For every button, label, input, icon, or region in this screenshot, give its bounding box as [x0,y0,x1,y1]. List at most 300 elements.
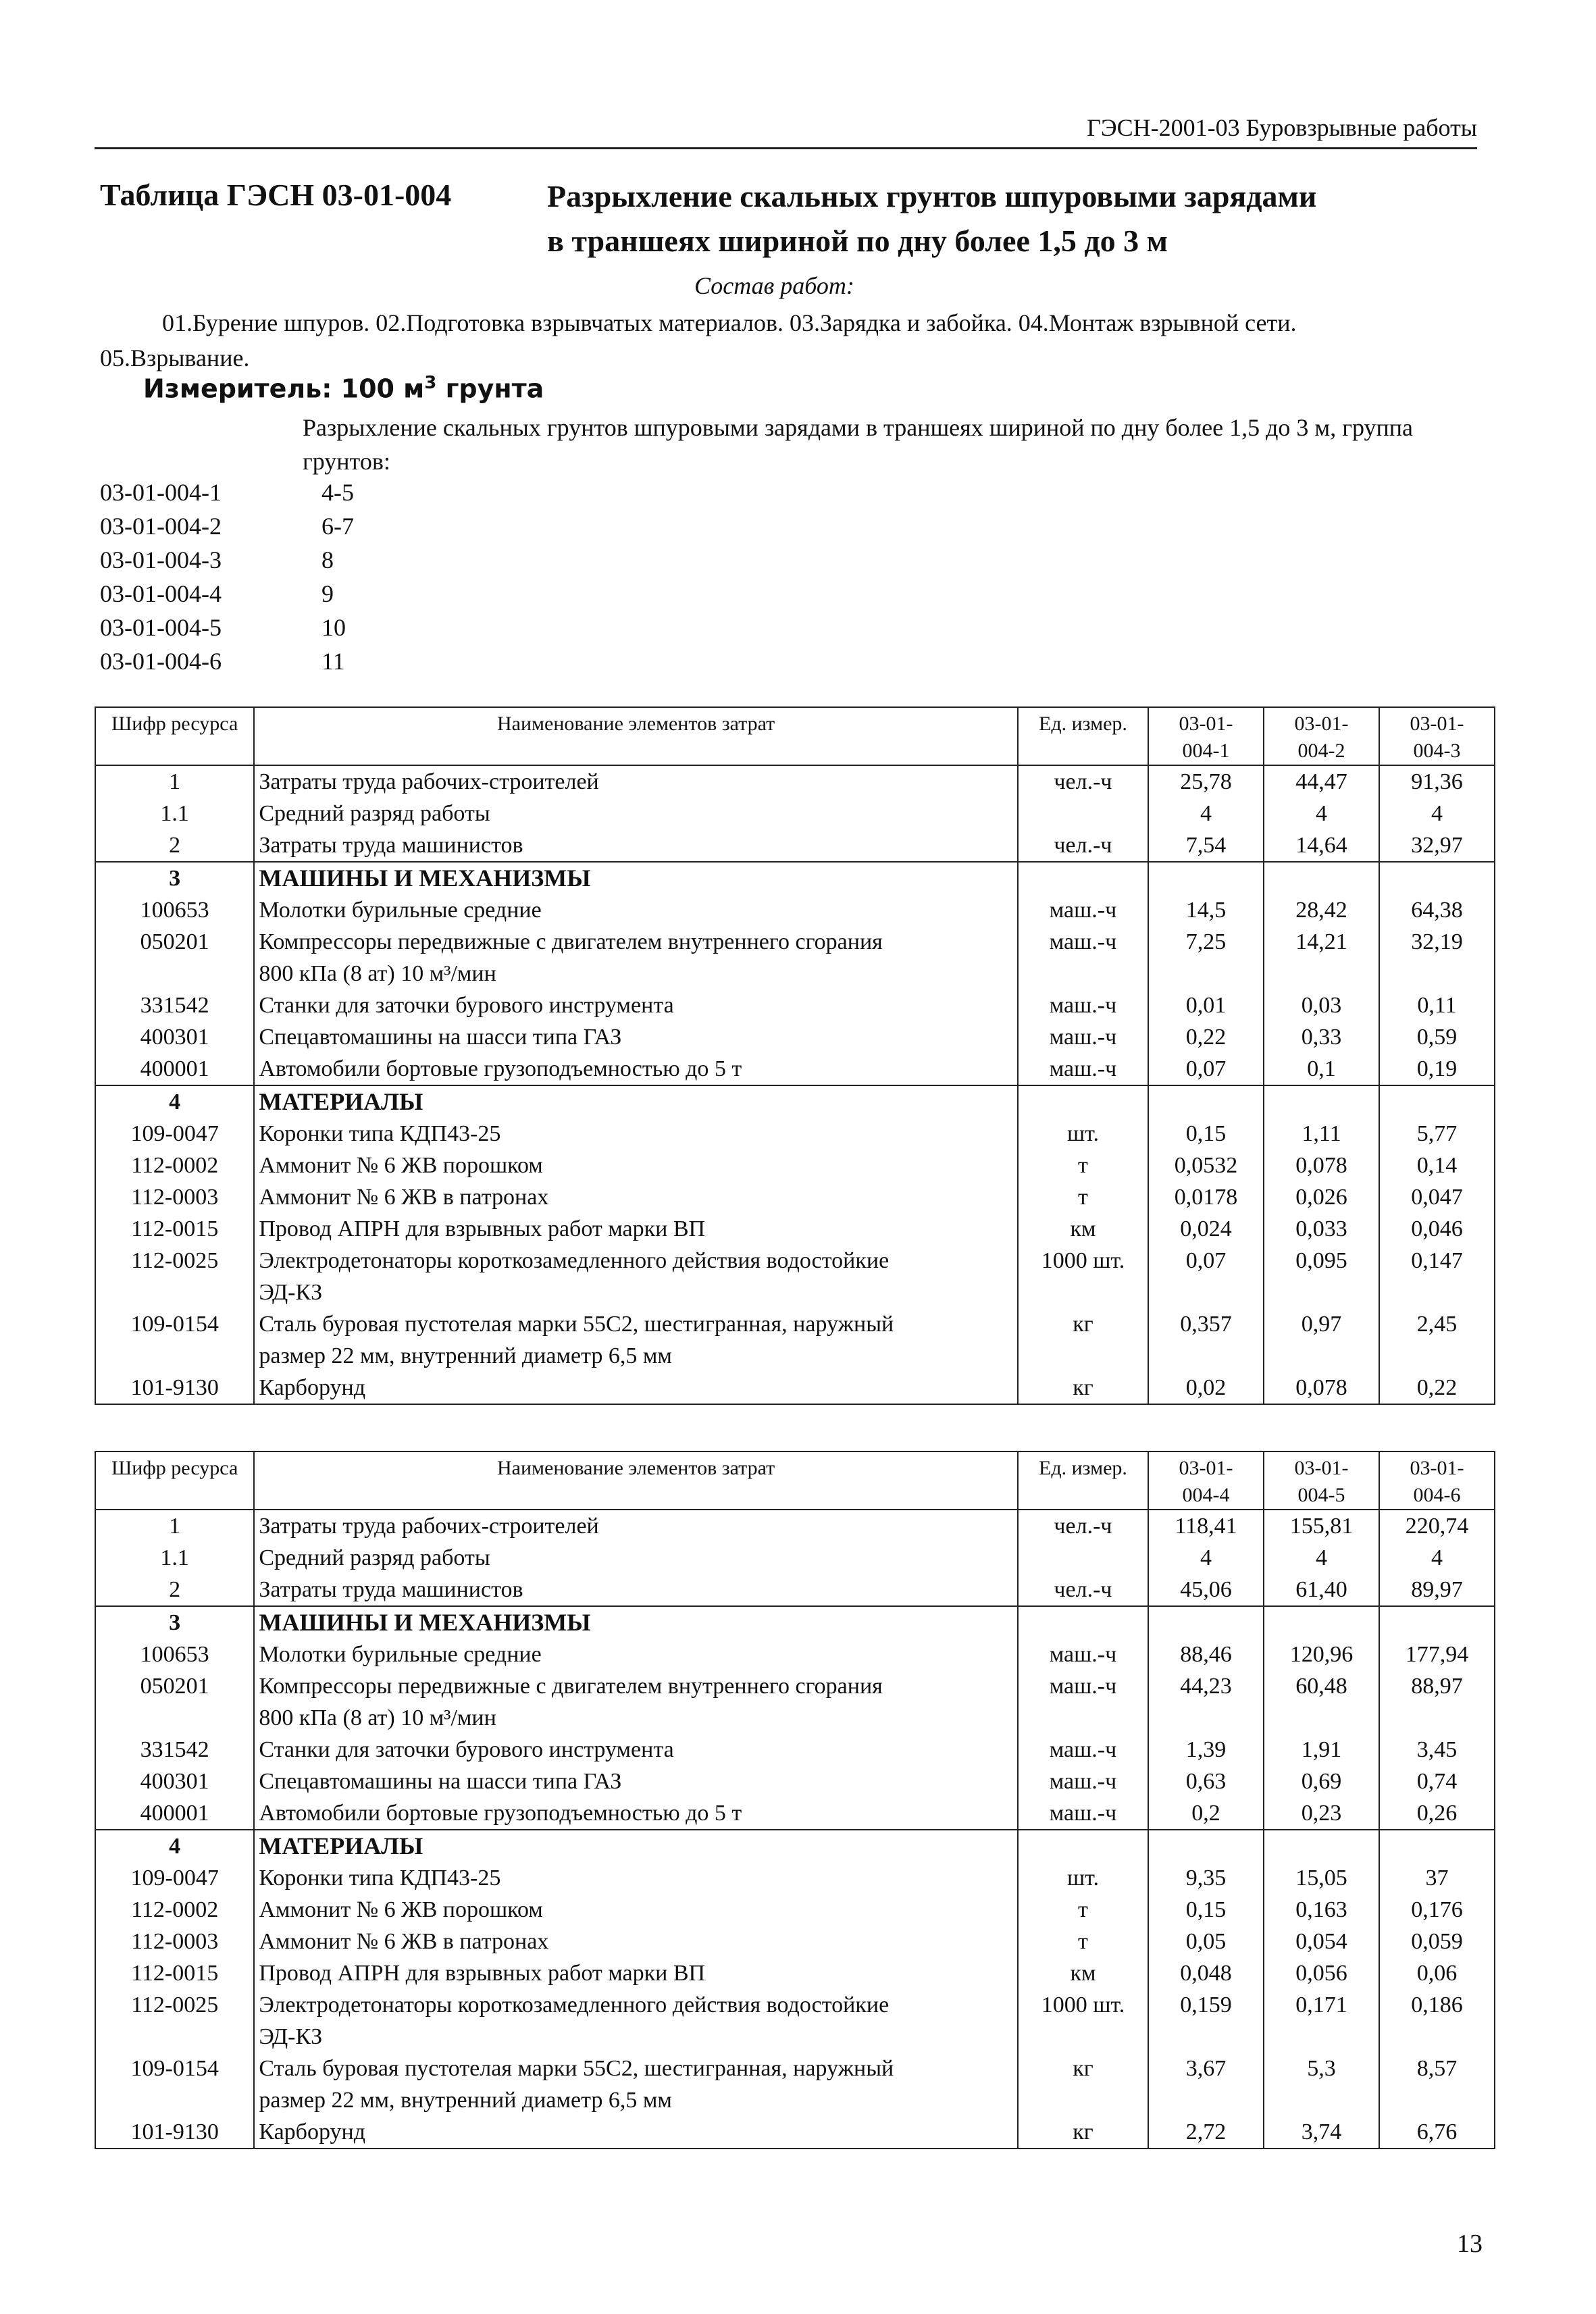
resource-unit: км [1018,1957,1148,1989]
resource-unit: 1000 шт. [1018,1989,1148,2053]
norm-value: 14,5 [1148,894,1264,926]
norm-value: 89,97 [1379,1574,1495,1606]
norm-value: 5,3 [1264,2053,1379,2116]
norm-code: 03-01-004-2 [100,513,222,540]
table-title [547,174,1445,263]
resource-code: 112-0015 [95,1957,254,1989]
resource-name-line: Аммонит № 6 ЖВ порошком [259,1897,543,1922]
resource-code: 109-0047 [95,1118,254,1150]
composition-line-2: 05.Взрывание. [100,344,250,371]
norm-value: 0,056 [1264,1957,1379,1989]
norm-value: 28,42 [1264,894,1379,926]
resource-name [254,765,1018,798]
resource-code: 400301 [95,1766,254,1797]
norm-value: 4 [1148,798,1264,829]
soil-group: 4-5 [321,479,354,506]
table-row [95,1957,1495,1989]
table-row [95,829,1495,862]
resource-unit: т [1018,1926,1148,1957]
norm-value: 155,81 [1264,1510,1379,1542]
table-row [95,926,1495,989]
norm-value [1264,1085,1379,1118]
resource-unit: км [1018,1213,1148,1245]
resource-name-line: Компрессоры передвижные с двигателем внутреннего сгорания [259,929,883,954]
resource-name-line: Автомобили бортовые грузоподъемностью до 5 т [259,1056,742,1081]
resource-unit: т [1018,1894,1148,1926]
norm-value: 4 [1148,1542,1264,1574]
table-row [95,1797,1495,1830]
norm-value: 4 [1379,1542,1495,1574]
header-norm-column: 03-01- 004-5 [1264,1451,1379,1510]
resource-name-line: МАТЕРИАЛЫ [259,1832,423,1859]
resource-name [254,2116,1018,2149]
norm-value: 0,147 [1379,1245,1495,1308]
resource-code: 112-0002 [95,1150,254,1181]
norm-value: 0,2 [1148,1797,1264,1830]
norm-value: 0,171 [1264,1989,1379,2053]
norm-code: 03-01-004-1 [100,479,222,506]
code-list-item [100,611,354,644]
resource-name-line: Электродетонаторы короткозамедленного действия водостойкие [259,1248,890,1273]
norm-value: 2,45 [1379,1308,1495,1372]
norm-value: 0,06 [1379,1957,1495,1989]
resource-name-line: Коронки типа КДП43-25 [259,1866,501,1891]
norm-value: 64,38 [1379,894,1495,926]
norm-value: 37 [1379,1862,1495,1894]
resource-unit: маш.-ч [1018,1021,1148,1053]
norm-value: 0,024 [1148,1213,1264,1245]
norm-value: 0,33 [1264,1021,1379,1053]
table-row [95,1989,1495,2053]
norm-value: 4 [1264,798,1379,829]
resource-name-line: Карборунд [259,2119,366,2144]
norm-value: 25,78 [1148,765,1264,798]
meter-tail: грунта [436,374,544,404]
norm-value: 0,14 [1379,1150,1495,1181]
norm-value: 0,02 [1148,1372,1264,1404]
table-row [95,1085,1495,1118]
norm-value: 0,01 [1148,989,1264,1021]
norm-value: 3,45 [1379,1734,1495,1766]
norm-value: 5,77 [1379,1118,1495,1150]
norm-value: 88,46 [1148,1639,1264,1670]
resource-unit [1018,1606,1148,1639]
norm-value: 0,97 [1264,1308,1379,1372]
table-row [95,1862,1495,1894]
header-unit: Ед. измер. [1018,1451,1148,1510]
resource-name [254,1957,1018,1989]
norm-value: 3,67 [1148,2053,1264,2116]
resource-name-line: Средний разряд работы [259,801,490,826]
resource-code: 1.1 [95,798,254,829]
resource-name [254,798,1018,829]
norm-code: 03-01-004-3 [100,546,222,573]
resource-code: 400001 [95,1797,254,1830]
norm-value: 0,054 [1264,1926,1379,1957]
resource-name [254,2053,1018,2116]
resource-unit: маш.-ч [1018,1797,1148,1830]
resource-unit [1018,798,1148,829]
table-row [95,1245,1495,1308]
resource-name-line: Компрессоры передвижные с двигателем внутреннего сгорания [259,1674,883,1699]
table-row [95,1606,1495,1639]
soil-group: 9 [321,580,334,607]
resource-name [254,1213,1018,1245]
resource-name-line: Молотки бурильные средние [259,898,542,923]
soil-group: 6-7 [321,513,354,540]
table-row [95,2116,1495,2149]
resource-name [254,1085,1018,1118]
resource-name-line: Сталь буровая пустотелая марки 55С2, шестигранная, наружный [259,1312,894,1337]
table-row [95,1181,1495,1213]
resource-name [254,1118,1018,1150]
header-code: Шифр ресурса [95,707,254,765]
resource-name-line: Станки для заточки бурового инструмента [259,1737,674,1762]
table-row [95,2053,1495,2116]
resource-name-line: Автомобили бортовые грузоподъемностью до 5 т [259,1801,742,1826]
norm-value: 0,357 [1148,1308,1264,1372]
resource-name-line: Затраты труда рабочих-строителей [259,769,599,794]
resource-code: 112-0003 [95,1926,254,1957]
running-head: ГЭСН-2001-03 Буровзрывные работы [1087,114,1477,141]
norm-value: 1,11 [1264,1118,1379,1150]
resource-code: 3 [95,862,254,894]
norm-value: 0,186 [1379,1989,1495,2053]
resource-code: 109-0154 [95,2053,254,2116]
norm-value: 0,078 [1264,1372,1379,1404]
resource-unit [1018,862,1148,894]
resource-unit: маш.-ч [1018,1639,1148,1670]
resource-name-line: Затраты труда машинистов [259,833,523,858]
table-label: Таблица ГЭСН 03-01-004 [100,178,452,212]
table-row [95,798,1495,829]
resource-name-line: Провод АПРН для взрывных работ марки ВП [259,1961,706,1986]
norm-value: 0,59 [1379,1021,1495,1053]
table-row [95,1118,1495,1150]
header-unit: Ед. измер. [1018,707,1148,765]
norm-value: 0,19 [1379,1053,1495,1085]
table-header-row [95,1451,1495,1510]
resource-unit: чел.-ч [1018,765,1148,798]
table-row [95,894,1495,926]
norm-value: 0,176 [1379,1894,1495,1926]
table-row [95,1053,1495,1085]
resource-name [254,1150,1018,1181]
resource-code: 109-0154 [95,1308,254,1372]
norm-value: 0,0532 [1148,1150,1264,1181]
resource-unit: кг [1018,1308,1148,1372]
norm-value: 0,03 [1264,989,1379,1021]
norm-value: 1,91 [1264,1734,1379,1766]
norm-value: 118,41 [1148,1510,1264,1542]
resource-name-line: Коронки типа КДП43-25 [259,1121,501,1146]
code-list-item [100,543,354,577]
table-row [95,1926,1495,1957]
resource-name [254,1308,1018,1372]
norm-value: 3,74 [1264,2116,1379,2149]
norm-value [1379,1085,1495,1118]
norm-value [1264,1830,1379,1862]
norm-value [1148,1085,1264,1118]
resource-unit: шт. [1018,1862,1148,1894]
resource-code: 112-0003 [95,1181,254,1213]
resource-name-line: 800 кПа (8 ат) 10 м³/мин [259,961,496,986]
resource-unit: маш.-ч [1018,1734,1148,1766]
norm-value: 0,048 [1148,1957,1264,1989]
norm-value: 0,0178 [1148,1181,1264,1213]
header-norm-column: 03-01- 004-1 [1148,707,1264,765]
norm-code: 03-01-004-4 [100,580,222,607]
resource-code: 050201 [95,926,254,989]
resource-name [254,894,1018,926]
code-list [100,475,354,678]
resource-code: 4 [95,1830,254,1862]
table-row [95,1308,1495,1372]
resource-code: 400301 [95,1021,254,1053]
norm-value: 14,21 [1264,926,1379,989]
norm-value: 0,15 [1148,1118,1264,1150]
resource-name [254,1372,1018,1404]
resource-name-line: Электродетонаторы короткозамедленного действия водостойкие [259,1992,890,2017]
resource-unit [1018,1830,1148,1862]
code-list-item [100,475,354,509]
resource-name [254,1574,1018,1606]
norm-value: 177,94 [1379,1639,1495,1670]
resource-code: 4 [95,1085,254,1118]
resource-unit: маш.-ч [1018,894,1148,926]
table-row [95,989,1495,1021]
resource-code: 1 [95,765,254,798]
header-norm-column: 03-01- 004-4 [1148,1451,1264,1510]
composition-text [100,305,1485,376]
meter [143,373,544,404]
norm-value: 0,05 [1148,1926,1264,1957]
resource-unit: чел.-ч [1018,829,1148,862]
norm-value: 8,57 [1379,2053,1495,2116]
resource-name-line: Провод АПРН для взрывных работ марки ВП [259,1216,706,1241]
norm-value: 60,48 [1264,1670,1379,1734]
norm-value: 91,36 [1379,765,1495,798]
norm-value: 0,23 [1264,1797,1379,1830]
resource-table-2 [95,1451,1495,2149]
soil-group: 11 [321,648,345,675]
header-norm-column: 03-01- 004-3 [1379,707,1495,765]
resource-name-line: размер 22 мм, внутренний диаметр 6,5 мм [259,2088,672,2113]
resource-code: 3 [95,1606,254,1639]
table-row [95,1574,1495,1606]
composition-heading: Состав работ: [694,272,854,299]
norm-value: 4 [1264,1542,1379,1574]
resource-name-line: Сталь буровая пустотелая марки 55С2, шестигранная, наружный [259,2056,894,2081]
resource-code: 331542 [95,989,254,1021]
resource-name [254,1734,1018,1766]
resource-name [254,926,1018,989]
resource-name-line: Затраты труда машинистов [259,1577,523,1602]
resource-code: 2 [95,1574,254,1606]
norm-value: 0,059 [1379,1926,1495,1957]
norm-value: 220,74 [1379,1510,1495,1542]
soil-group: 10 [321,614,346,641]
norm-value: 6,76 [1379,2116,1495,2149]
resource-unit: т [1018,1150,1148,1181]
resource-name [254,1797,1018,1830]
resource-code: 100653 [95,894,254,926]
meter-text: Измеритель: 100 м [143,374,425,404]
norm-code: 03-01-004-6 [100,648,222,675]
norm-value: 0,07 [1148,1245,1264,1308]
table-row [95,862,1495,894]
resource-code: 400001 [95,1053,254,1085]
norm-value [1379,862,1495,894]
resource-name [254,862,1018,894]
resource-name-line: Станки для заточки бурового инструмента [259,993,674,1018]
table-row [95,1542,1495,1574]
resource-unit: чел.-ч [1018,1510,1148,1542]
resource-name-line: ЭД-КЗ [259,2024,323,2049]
resource-name [254,1670,1018,1734]
table-row [95,1510,1495,1542]
resource-code: 112-0025 [95,1245,254,1308]
norm-value: 9,35 [1148,1862,1264,1894]
norm-value: 0,74 [1379,1766,1495,1797]
norm-value: 1,39 [1148,1734,1264,1766]
norm-code: 03-01-004-5 [100,614,222,641]
resource-unit: маш.-ч [1018,989,1148,1021]
norm-value [1264,1606,1379,1639]
resource-name [254,829,1018,862]
table-row [95,1670,1495,1734]
resource-name-line: Карборунд [259,1375,366,1400]
table-row [95,1021,1495,1053]
resource-code: 331542 [95,1734,254,1766]
resource-name [254,1053,1018,1085]
resource-code: 112-0002 [95,1894,254,1926]
resource-name-line: МАТЕРИАЛЫ [259,1088,423,1115]
norm-value: 120,96 [1264,1639,1379,1670]
resource-name-line: Средний разряд работы [259,1545,490,1570]
resource-name-line: ЭД-КЗ [259,1280,323,1305]
norm-value: 0,163 [1264,1894,1379,1926]
norm-value: 0,22 [1148,1021,1264,1053]
resource-name-line: Аммонит № 6 ЖВ в патронах [259,1929,549,1954]
norm-value: 0,046 [1379,1213,1495,1245]
resource-code: 109-0047 [95,1862,254,1894]
resource-name [254,1639,1018,1670]
norm-value: 0,095 [1264,1245,1379,1308]
norm-value: 7,25 [1148,926,1264,989]
norm-value: 0,63 [1148,1766,1264,1797]
norm-value: 7,54 [1148,829,1264,862]
header-norm-column: 03-01- 004-2 [1264,707,1379,765]
resource-code: 112-0025 [95,1989,254,2053]
resource-unit: маш.-ч [1018,1766,1148,1797]
header-name: Наименование элементов затрат [254,707,1018,765]
resource-code: 100653 [95,1639,254,1670]
resource-name [254,989,1018,1021]
norm-value: 0,69 [1264,1766,1379,1797]
resource-code: 1.1 [95,1542,254,1574]
resource-name [254,1894,1018,1926]
norm-value: 45,06 [1148,1574,1264,1606]
table-title-line-1: Разрыхление скальных грунтов шпуровыми зарядами [547,179,1317,213]
resource-table-1 [95,706,1495,1405]
resource-name-line: Затраты труда рабочих-строителей [259,1514,599,1539]
resource-code: 112-0015 [95,1213,254,1245]
norm-value: 0,22 [1379,1372,1495,1404]
resource-name-line: Аммонит № 6 ЖВ порошком [259,1153,543,1178]
table-row [95,1639,1495,1670]
resource-name-line: Спецавтомашины на шасси типа ГАЗ [259,1769,622,1794]
header-name: Наименование элементов затрат [254,1451,1018,1510]
norm-value [1148,1606,1264,1639]
norm-value: 0,026 [1264,1181,1379,1213]
resource-code: 050201 [95,1670,254,1734]
norm-value: 88,97 [1379,1670,1495,1734]
table-row [95,765,1495,798]
resource-name [254,1862,1018,1894]
resource-name [254,1606,1018,1639]
resource-name [254,1989,1018,2053]
resource-unit [1018,1542,1148,1574]
norm-value: 0,15 [1148,1894,1264,1926]
resource-code: 2 [95,829,254,862]
header-code: Шифр ресурса [95,1451,254,1510]
norm-value: 4 [1379,798,1495,829]
norm-value: 15,05 [1264,1862,1379,1894]
resource-unit: шт. [1018,1118,1148,1150]
code-list-item [100,509,354,543]
table-header-row [95,707,1495,765]
composition-line-1: 01.Бурение шпуров. 02.Подготовка взрывчатых материалов. 03.Зарядка и забойка. 04.Монтаж взрывной сети. [162,309,1297,336]
resource-name-line: МАШИНЫ И МЕХАНИЗМЫ [259,1609,591,1636]
table-row [95,1766,1495,1797]
resource-name [254,1510,1018,1542]
norm-value: 0,1 [1264,1053,1379,1085]
header-norm-column: 03-01- 004-6 [1379,1451,1495,1510]
norm-value: 14,64 [1264,829,1379,862]
resource-name [254,1245,1018,1308]
norm-value [1379,1830,1495,1862]
norm-value [1379,1606,1495,1639]
resource-name-line: размер 22 мм, внутренний диаметр 6,5 мм [259,1343,672,1368]
resource-name-line: 800 кПа (8 ат) 10 м³/мин [259,1705,496,1730]
resource-unit: маш.-ч [1018,926,1148,989]
resource-name [254,1830,1018,1862]
resource-name [254,1542,1018,1574]
norm-value: 2,72 [1148,2116,1264,2149]
resource-unit: кг [1018,2053,1148,2116]
resource-unit: маш.-ч [1018,1053,1148,1085]
norm-value: 0,159 [1148,1989,1264,2053]
resource-unit: т [1018,1181,1148,1213]
table-row [95,1830,1495,1862]
soil-group: 8 [321,546,334,573]
norm-value: 32,97 [1379,829,1495,862]
resource-code: 1 [95,1510,254,1542]
resource-name-line: Аммонит № 6 ЖВ в патронах [259,1185,549,1210]
resource-unit: кг [1018,2116,1148,2149]
resource-unit: чел.-ч [1018,1574,1148,1606]
code-list-item [100,577,354,611]
norm-value [1148,1830,1264,1862]
table-row [95,1213,1495,1245]
table-row [95,1894,1495,1926]
norm-value: 61,40 [1264,1574,1379,1606]
norm-value: 32,19 [1379,926,1495,989]
table-row [95,1372,1495,1404]
resource-unit: кг [1018,1372,1148,1404]
norm-value: 44,47 [1264,765,1379,798]
